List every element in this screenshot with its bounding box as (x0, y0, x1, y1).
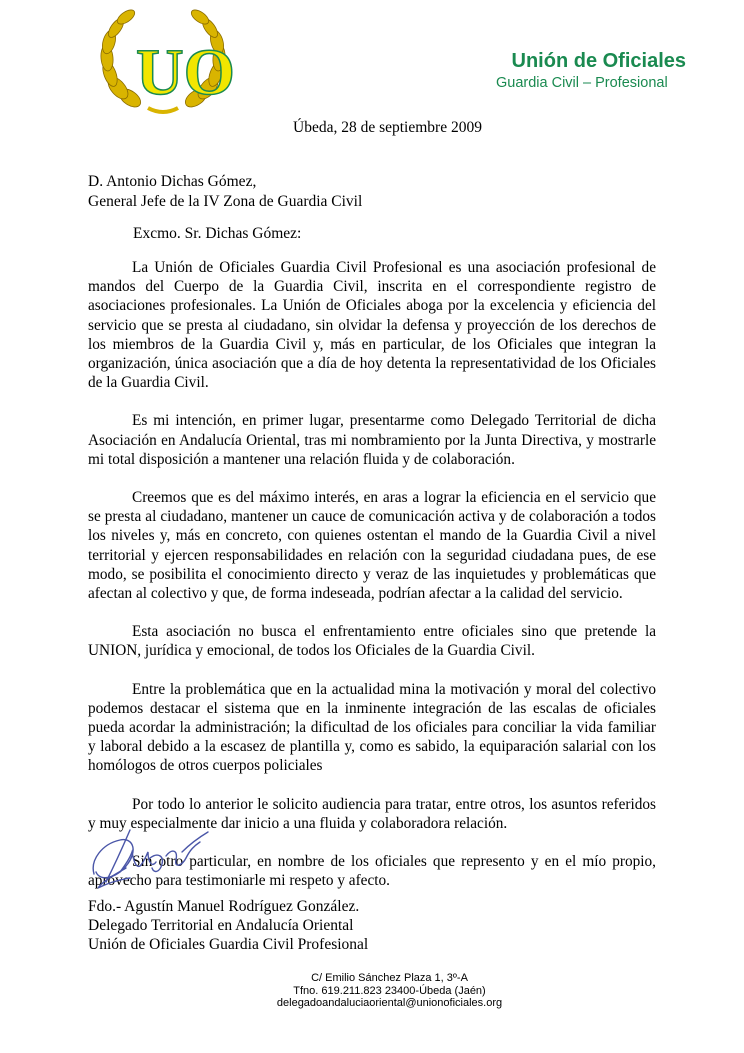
laurel-logo (88, 8, 238, 118)
salutation: Excmo. Sr. Dichas Gómez: (133, 225, 302, 242)
handwritten-signature (86, 822, 214, 896)
paragraph-4: Esta asociación no busca el enfrentamiento entre oficiales sino que pretende la UNION, jurídica y emocional, de todos los Oficiales de la Guardia Civil. (88, 623, 656, 660)
recipient-block (88, 172, 362, 212)
footer-email: delegadoandaluciaoriental@unionoficiales.org (276, 997, 503, 1009)
paragraph-1: La Unión de Oficiales Guardia Civil Profesional es una asociación profesional de mandos del Cuerpo de la Guardia Civil, inscrita en el correspondiente registro de asociaciones profesionales. La Unión de Oficiales aboga por la excelencia y eficiencia del servicio que se presta al ciudadano, sin olvidar la defensa y proyección de los derechos de los miembros de la Guardia Civil y, más en particular, de los Oficiales que integran la organización, única asociación que a día de hoy detenta la representatividad de los Oficiales de la Guardia Civil. (88, 259, 656, 392)
footer-contact (0, 972, 744, 1010)
uo-monogram (136, 36, 235, 109)
footer-phone: Tfno. 619.211.823 23400-Úbeda (Jaén) (293, 984, 486, 997)
paragraph-2: Es mi intención, en primer lugar, presentarme como Delegado Territorial de dicha Asociación en Andalucía Oriental, tras mi nombramiento por la Junta Directiva, y mostrarle mi total disposición a mantener una relación fluida y de colaboración. (88, 412, 656, 468)
org-name: Unión de Oficiales (511, 50, 686, 72)
org-tagline: Guardia Civil – Profesional (496, 75, 668, 91)
paragraph-3: Creemos que es del máximo interés, en aras a lograr la eficiencia en el servicio que se presta al ciudadano, mantener un cauce de comunicación activa y de colaboración a todos los niveles y, más en concreto, con quienes ostentan el mando de la Guardia Civil a nivel territorial y ejercen responsabilidades en relación con la seguridad ciudadana pues, de ese modo, se posibilita el conocimiento directo y veraz de las inquietudes y problemáticas que afectan al colectivo y que, de forma indeseada, podrían afectar a la calidad del servicio. (88, 489, 656, 603)
letter-date: Úbeda, 28 de septiembre 2009 (293, 119, 482, 136)
signer-org: Unión de Oficiales Guardia Civil Profesional (88, 936, 369, 953)
paragraph-5: Entre la problemática que en la actualidad mina la motivación y moral del colectivo podemos destacar el sistema que en la inminente integración de las escalas de oficiales pueda acordar la administración; la dificultad de los oficiales para conciliar la vida familiar y laboral debido a la escasez de plantilla y, como es sabido, la equiparación salarial con los homólogos de otros cuerpos policiales (88, 680, 656, 775)
signer-role: Delegado Territorial en Andalucía Oriental (88, 917, 354, 934)
signer-name: Fdo.- Agustín Manuel Rodríguez González. (88, 898, 360, 915)
signer-block (88, 897, 368, 954)
letter-body (88, 258, 656, 909)
paragraph-7: Sin otro particular, en nombre de los oficiales que represento y en el mío propio, aprovecho para testimoniarle mi respeto y afecto. (88, 853, 656, 890)
recipient-name: D. Antonio Dichas Gómez, (88, 173, 257, 190)
footer-address: C/ Emilio Sánchez Plaza 1, 3º-A (311, 972, 468, 984)
logo-letter-u: UO (136, 36, 235, 109)
recipient-title: General Jefe de la IV Zona de Guardia Civil (88, 193, 363, 210)
paragraph-6: Por todo lo anterior le solicito audiencia para tratar, entre otros, los asuntos referidos y muy especialmente dar inicio a una fluida y colaboradora relación. (88, 795, 656, 832)
